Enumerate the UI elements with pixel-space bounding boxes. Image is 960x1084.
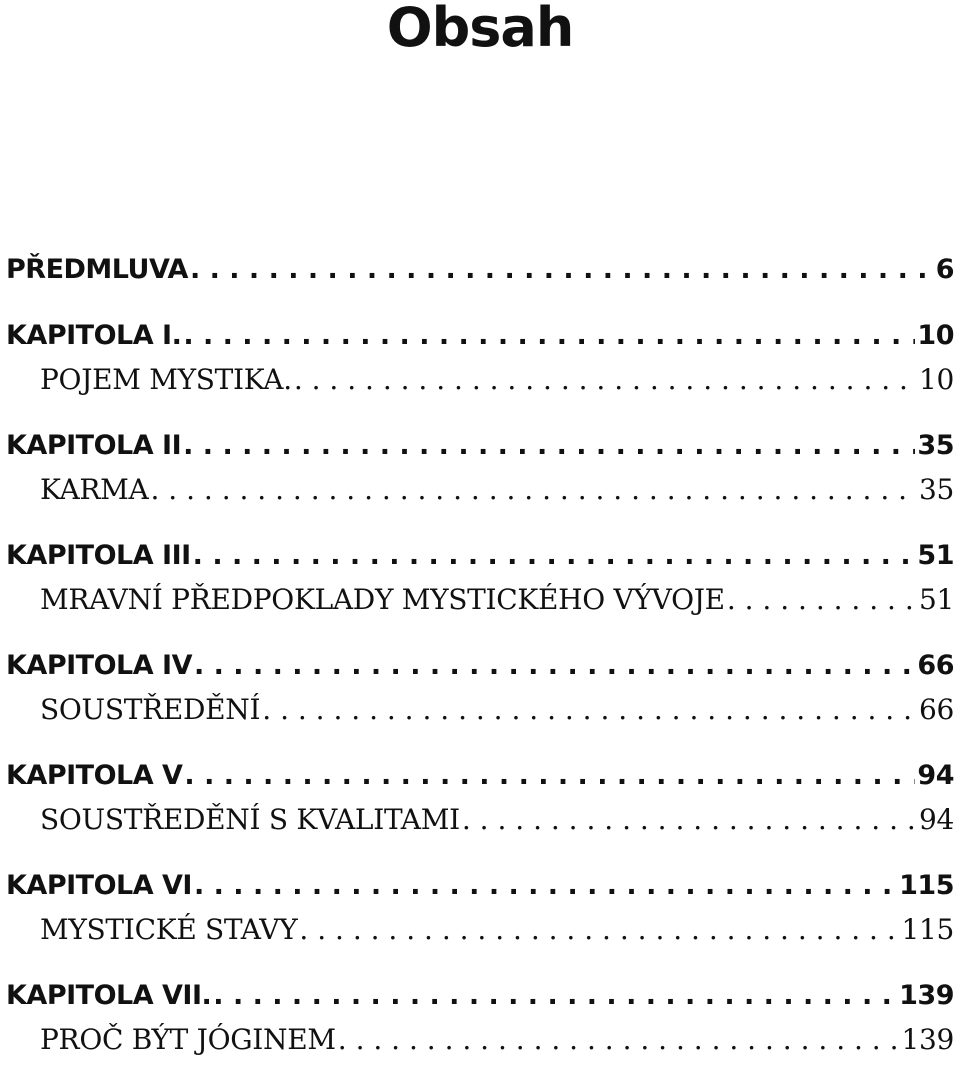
toc-section-karma[interactable] xyxy=(6,468,954,512)
toc-page-number: 35 xyxy=(918,473,954,506)
dot-leader xyxy=(190,248,934,292)
dot-leader xyxy=(299,908,899,952)
toc-section-mysticke-stavy[interactable] xyxy=(6,908,954,952)
table-of-contents xyxy=(6,248,954,1084)
dot-leader xyxy=(194,644,915,688)
toc-page-number: 35 xyxy=(917,430,954,461)
toc-chapter-label: PŘEDMLUVA xyxy=(6,254,188,285)
toc-page-number: 139 xyxy=(901,1023,954,1056)
dot-leader xyxy=(213,974,897,1018)
dot-leader xyxy=(727,578,917,622)
dot-leader xyxy=(462,798,917,842)
toc-chapter-3[interactable] xyxy=(6,534,954,578)
dot-leader xyxy=(294,358,917,402)
toc-page-number: 10 xyxy=(918,363,954,396)
toc-section-label: POJEM MYSTIKA. xyxy=(40,363,292,396)
toc-section-label: MYSTICKÉ STAVY xyxy=(40,913,298,946)
toc-section-soustredeni[interactable] xyxy=(6,688,954,732)
toc-page-number: 10 xyxy=(917,320,954,351)
toc-chapter-label: KAPITOLA VII. xyxy=(6,980,212,1011)
toc-chapter-5[interactable] xyxy=(6,754,954,798)
toc-page-number: 51 xyxy=(918,583,954,616)
toc-page-number: 51 xyxy=(917,540,954,571)
toc-chapter-1[interactable] xyxy=(6,314,954,358)
toc-page-number: 66 xyxy=(917,650,954,681)
toc-chapter-label: KAPITOLA V xyxy=(6,760,183,791)
toc-page-number: 115 xyxy=(901,913,954,946)
toc-section-label: SOUSTŘEDĚNÍ xyxy=(40,693,261,726)
toc-chapter-label: KAPITOLA VI xyxy=(6,870,192,901)
toc-chapter-4[interactable] xyxy=(6,644,954,688)
dot-leader xyxy=(193,534,916,578)
toc-section-proc-byt-joginem[interactable] xyxy=(6,1018,954,1062)
toc-chapter-label: KAPITOLA I. xyxy=(6,320,182,351)
dot-leader xyxy=(184,754,915,798)
toc-section-label: MRAVNÍ PŘEDPOKLADY MYSTICKÉHO VÝVOJE xyxy=(40,583,725,616)
toc-chapter-label: KAPITOLA II xyxy=(6,430,182,461)
dot-leader xyxy=(338,1018,900,1062)
toc-page-number: 66 xyxy=(918,693,954,726)
toc-chapter-label: KAPITOLA III xyxy=(6,540,191,571)
toc-page-number: 94 xyxy=(918,803,954,836)
dot-leader xyxy=(150,468,916,512)
toc-chapter-label: KAPITOLA IV xyxy=(6,650,192,681)
dot-leader xyxy=(183,314,915,358)
toc-page-number: 6 xyxy=(935,254,954,285)
dot-leader xyxy=(262,688,917,732)
toc-section-label: PROČ BÝT JÓGINEM xyxy=(40,1023,336,1056)
dot-leader xyxy=(183,424,915,468)
toc-page-number: 94 xyxy=(917,760,954,791)
page-title: Obsah xyxy=(386,0,574,59)
toc-section-label: SOUSTŘEDĚNÍ S KVALITAMI xyxy=(40,803,460,836)
dot-leader xyxy=(194,864,897,908)
toc-page-number: 139 xyxy=(899,980,954,1011)
toc-page-number: 115 xyxy=(899,870,954,901)
toc-chapter-2[interactable] xyxy=(6,424,954,468)
toc-section-pojem-mystika[interactable] xyxy=(6,358,954,402)
toc-chapter-6[interactable] xyxy=(6,864,954,908)
toc-chapter-7[interactable] xyxy=(6,974,954,1018)
toc-section-soustredeni-s-kvalitami[interactable] xyxy=(6,798,954,842)
toc-chapter-predmluva[interactable] xyxy=(6,248,954,292)
toc-section-label: KARMA xyxy=(40,473,149,506)
toc-section-mravni-predpoklady[interactable] xyxy=(6,578,954,622)
